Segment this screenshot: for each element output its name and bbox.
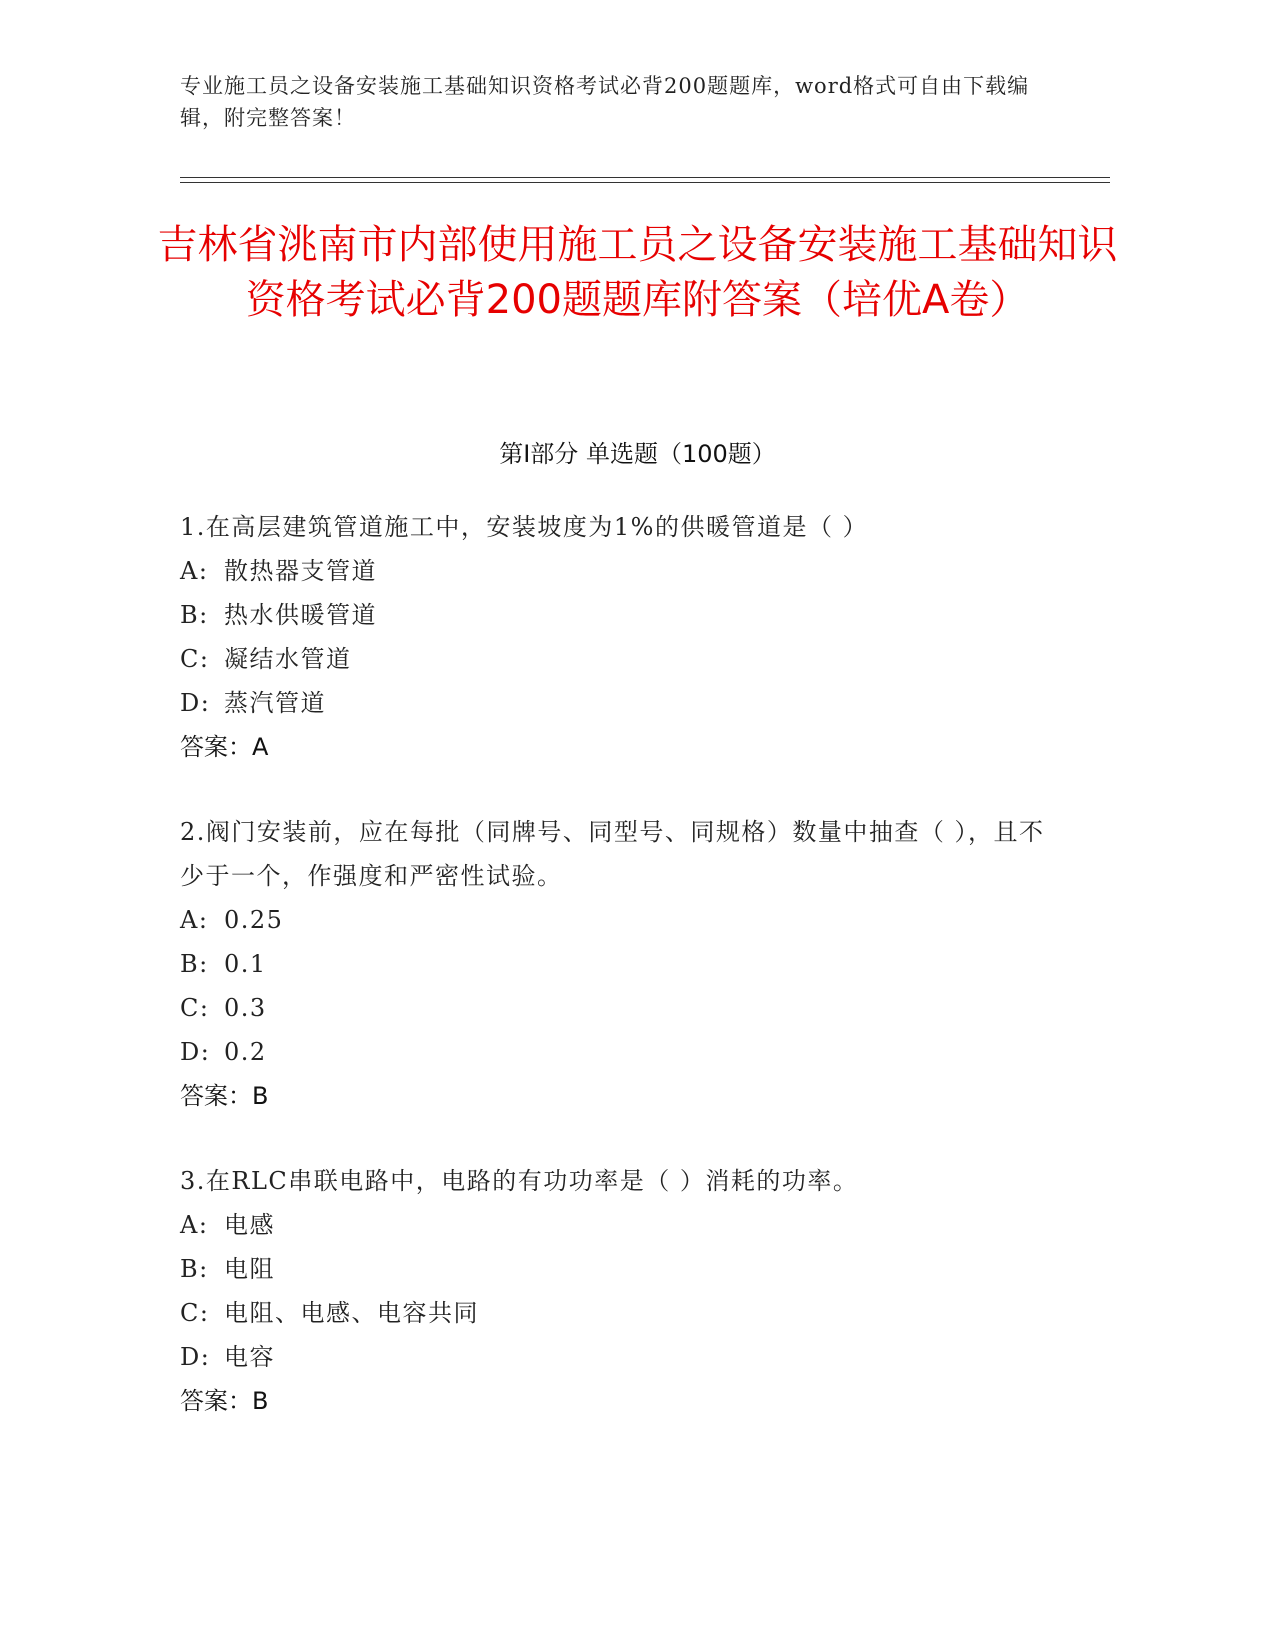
option-text: 0.1 xyxy=(224,950,267,978)
option-letter: C: xyxy=(180,994,210,1022)
option-text: 电阻 xyxy=(224,1255,275,1283)
option-letter: C: xyxy=(180,1299,210,1327)
option-letter: A: xyxy=(180,557,209,585)
option-letter: A: xyxy=(180,1211,209,1239)
question-option-c xyxy=(180,986,1060,1030)
option-text: 蒸汽管道 xyxy=(224,689,326,717)
option-text: 0.2 xyxy=(224,1038,267,1066)
option-text: 0.25 xyxy=(224,906,284,934)
option-text: 电阻、电感、电容共同 xyxy=(224,1299,479,1327)
header-divider-bottom xyxy=(180,182,1110,183)
question-answer: 答案：B xyxy=(180,1387,269,1415)
question-stem: 1.在高层建筑管道施工中，安装坡度为1%的供暖管道是（ ） xyxy=(180,513,869,541)
option-letter: D: xyxy=(180,689,211,717)
header-divider-top xyxy=(180,177,1110,178)
question-option-d xyxy=(180,1030,1060,1074)
option-text: 0.3 xyxy=(224,994,267,1022)
question-option-b xyxy=(180,593,1060,637)
question-stem: 2.阀门安装前，应在每批（同牌号、同型号、同规格）数量中抽查（ ），且不少于一个，作强度和严密性试验。 xyxy=(180,818,1045,890)
question-option-b xyxy=(180,1247,1060,1291)
question-item xyxy=(180,505,1060,769)
question-option-a xyxy=(180,549,1060,593)
option-letter: D: xyxy=(180,1038,211,1066)
question-answer: 答案：B xyxy=(180,1082,269,1110)
option-text: 散热器支管道 xyxy=(224,557,377,585)
question-item xyxy=(180,1159,1060,1423)
option-letter: B: xyxy=(180,1255,209,1283)
option-text: 热水供暖管道 xyxy=(224,601,377,629)
option-letter: B: xyxy=(180,601,209,629)
question-item xyxy=(180,810,1060,1118)
option-letter: D: xyxy=(180,1343,211,1371)
option-letter: A: xyxy=(180,906,209,934)
document-title: 吉林省洮南市内部使用施工员之设备安装施工基础知识资格考试必背200题题库附答案（培优A卷） xyxy=(157,222,1118,323)
question-option-b xyxy=(180,942,1060,986)
question-answer: 答案：A xyxy=(180,733,269,761)
option-text: 电容 xyxy=(224,1343,275,1371)
question-option-c xyxy=(180,1291,1060,1335)
question-option-a xyxy=(180,898,1060,942)
section-title: 第Ⅰ部分 单选题（100题） xyxy=(499,440,776,468)
header-note: 专业施工员之设备安装施工基础知识资格考试必背200题题库，word格式可自由下载编辑，附完整答案！ xyxy=(180,74,1030,130)
question-option-d xyxy=(180,681,1060,725)
option-letter: C: xyxy=(180,645,210,673)
question-stem: 3.在RLC串联电路中，电路的有功功率是（ ）消耗的功率。 xyxy=(180,1167,859,1195)
question-option-a xyxy=(180,1203,1060,1247)
option-text: 凝结水管道 xyxy=(224,645,352,673)
option-text: 电感 xyxy=(224,1211,275,1239)
question-option-c xyxy=(180,637,1060,681)
option-letter: B: xyxy=(180,950,209,978)
question-option-d xyxy=(180,1335,1060,1379)
